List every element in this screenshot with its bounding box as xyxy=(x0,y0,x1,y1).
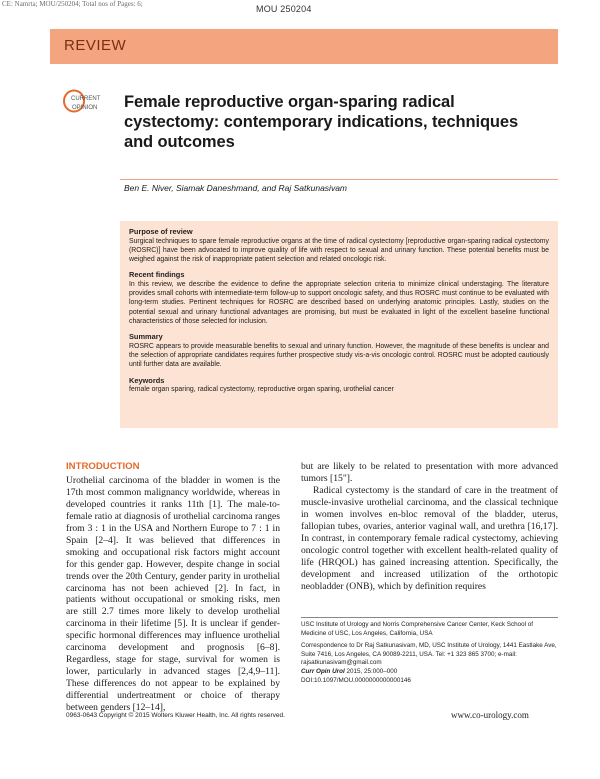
abstract-section xyxy=(129,332,549,369)
body-paragraph: Urothelial carcinoma of the bladder in women is the 17th most common malignancy worldwide, whereas in developed countries it ranks 11th [1]. The male-to-female ratio at diagnosis of urothelial carcinoma ranges from 3 : 1 in the USA and Northern Europe to 7 : 1 in Spain [2–4]. It was believed that differences in smoking and occupational risk factors might account for this gender gap. However, despite change in social trends over the 20th Century, gender parity in urothelial carcinoma has not been achieved [2]. In fact, in patients without occupational or smoking risks, men are still 2.7 times more likely to develop urothelial carcinoma in their lifetime [5]. It is unclear if gender-specific hormonal differences may influence urothelial carcinoma development and prognosis [6–8]. Regardless, stage for stage, survival for women is lower, particularly in advanced stages [2,4,9–11]. These differences do not appear to be explained by differential undertreatment or choice of therapy between genders [12–14], xyxy=(66,474,280,714)
section-label: REVIEW xyxy=(64,37,127,54)
body-column-right xyxy=(301,461,558,592)
body-paragraph: but are likely to be related to presentation with more advanced tumors [15"]. xyxy=(301,461,558,484)
citation-journal: Curr Opin Urol xyxy=(301,667,345,675)
production-meta-line: CE: Namrta; MOU/250204; Total nos of Pages: 6; xyxy=(2,0,143,8)
article-title: Female reproductive organ-sparing radical cystectomy: contemporary indications, techniques and outcomes xyxy=(124,93,519,151)
footer-url: www.co-urology.com xyxy=(451,710,529,720)
correspondence: Correspondence to Dr Raj Satkunasivam, MD, USC Institute of Urology, 1441 Eastlake Ave, Suite 7416, Los Angeles, CA 90089-2211, USA. Tel: +1 323 865 3700; e-mail: rajsatkunasivam@gmail.com xyxy=(301,642,557,667)
abstract-heading: Recent findings xyxy=(129,270,185,280)
citation-details: 2015, 25:000–000 xyxy=(346,667,398,675)
logo-bottom-text: OPINION xyxy=(72,105,98,111)
current-opinion-logo-icon xyxy=(62,89,114,113)
abstract-box xyxy=(120,221,558,428)
abstract-section xyxy=(129,376,549,395)
title-divider xyxy=(120,179,558,180)
authors: Ben E. Niver, Siamak Daneshmand, and Raj Satkunasivam xyxy=(124,183,348,193)
body-paragraph: Radical cystectomy is the standard of care in the treatment of muscle-invasive urothelial carcinoma, and the classical technique in women involves en-bloc removal of the bladder, uterus, fallopian tubes, ovaries, anterior vaginal wall, and urethra [16,17]. In contrast, in contemporary female radical cystectomy, achieving oncologic control together with excellent health-related quality of life (HRQOL) has gained increasing attention. Specifically, the development and increased utilization of the orthotopic neobladder (ONB), which by definition requires xyxy=(301,484,558,592)
institution: USC Institute of Urology and Norris Comprehensive Cancer Center, Keck School of Medicine of USC, Los Angeles, California, USA xyxy=(301,621,534,637)
introduction-heading: INTRODUCTION xyxy=(66,461,140,472)
section-banner xyxy=(50,29,558,64)
logo-top-text: CURRENT xyxy=(71,96,101,102)
affiliation-block xyxy=(301,621,558,685)
abstract-text: Surgical techniques to spare female reproductive organs at the time of radical cystectomy [reproductive organ-sparing radical cystectomy (ROSRC)] have been advocated to improve quality of life with respect to sexual and urinary function. These potential benefits must be weighed against the risk of inappropriate patient selection and related oncologic risk. xyxy=(129,237,549,264)
doi: DOI:10.1097/MOU.0000000000000146 xyxy=(301,676,411,684)
abstract-text: In this review, we describe the evidence to define the appropriate selection criteria to minimize clinical understaging. The literature provides small cohorts with intermediate-term follow-up to support oncologic safety, and thus ROSRC must continue to be evaluated with long-term studies. Pertinent techniques for ROSRC are described based on underlying anatomic principles. Lastly, studies on the potential sexual and urinary functional advantages are promising, but must be evaluated in light of the excellent baseline functional characteristics of those selected for inclusion. xyxy=(129,280,549,326)
body-column-left xyxy=(66,461,280,714)
affiliation-divider xyxy=(301,617,558,618)
journal-code: MOU 250204 xyxy=(256,4,312,14)
abstract-section xyxy=(129,227,549,264)
keywords-text: female organ sparing, radical cystectomy, reproductive organ sparing, urothelial cancer xyxy=(129,386,394,394)
abstract-section xyxy=(129,270,549,326)
citation xyxy=(301,668,558,677)
abstract-heading: Keywords xyxy=(129,375,165,385)
abstract-heading: Purpose of review xyxy=(129,227,193,236)
footer-copyright: 0963-0643 Copyright © 2015 Wolters Kluwer Health, Inc. All rights reserved. xyxy=(66,712,285,719)
abstract-text: ROSRC appears to provide measurable benefits to sexual and urinary function. However, the magnitude of these benefits is unclear and the selection of appropriate candidates requires further prospective study vis-a-vis oncologic control. ROSRC must be adopted cautiously until further data are available. xyxy=(129,342,549,369)
abstract-heading: Summary xyxy=(129,332,163,342)
